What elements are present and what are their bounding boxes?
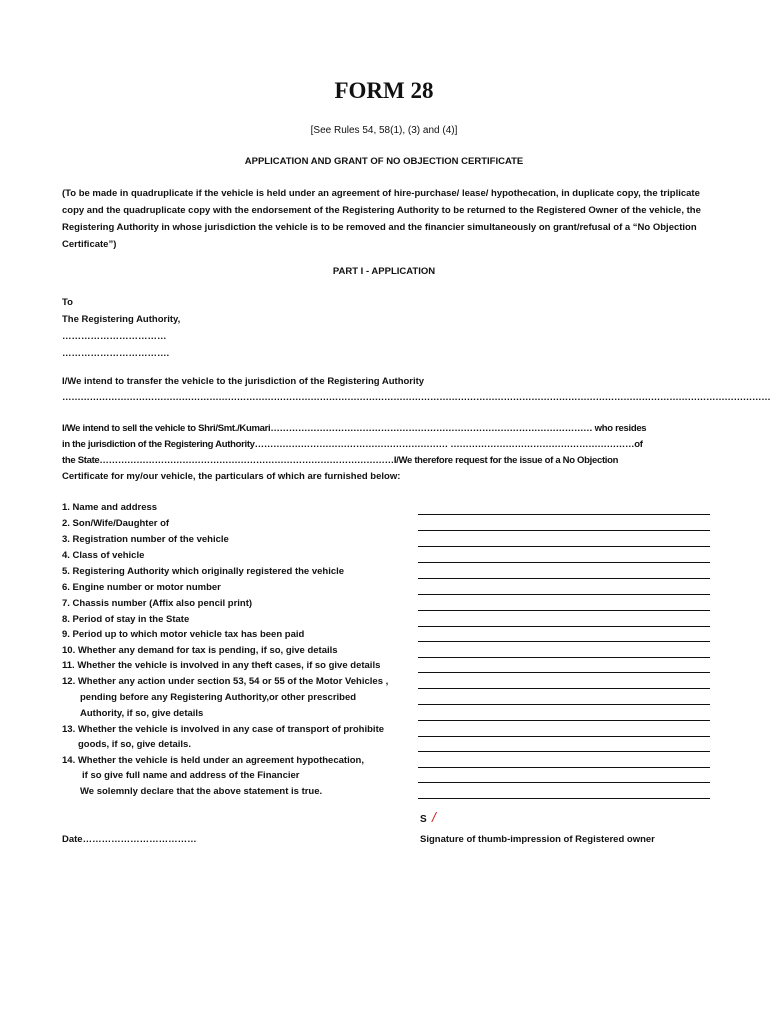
particular-item: if so give full name and address of the Financier (82, 770, 300, 781)
particular-item: 4. Class of vehicle (62, 550, 145, 561)
signature-tick-mark: / (432, 809, 436, 825)
answer-line[interactable] (418, 641, 710, 642)
sell-line-4: Certificate for my/our vehicle, the particulars of which are furnished below: (62, 471, 401, 482)
particular-item: 3. Registration number of the vehicle (62, 534, 229, 545)
signature-letter: S (420, 814, 427, 825)
particular-item: 7. Chassis number (Affix also pencil print) (62, 598, 253, 609)
particular-item: Authority, if so, give details (80, 708, 204, 719)
particular-item: 14. Whether the vehicle is held under an agreement hypothecation, (62, 755, 364, 766)
signature-caption: Signature of thumb-impression of Registered owner (420, 834, 655, 845)
particular-item: We solemnly declare that the above statement is true. (80, 786, 323, 797)
part-heading: PART I - APPLICATION (332, 266, 436, 277)
answer-line[interactable] (418, 751, 710, 752)
transfer-statement: I/We intend to transfer the vehicle to the jurisdiction of the Registering Authority (62, 376, 425, 387)
answer-line[interactable] (418, 626, 710, 627)
particular-item: 11. Whether the vehicle is involved in any theft cases, if so give details (62, 660, 381, 671)
address-authority: The Registering Authority, (62, 314, 181, 325)
answer-line[interactable] (418, 688, 710, 689)
particular-item: 10. Whether any demand for tax is pending, if so, give details (62, 645, 338, 656)
particular-item: 2. Son/Wife/Daughter of (62, 518, 170, 529)
answer-line[interactable] (418, 562, 710, 563)
particular-item: 5. Registering Authority which originally registered the vehicle (62, 566, 345, 577)
answer-line[interactable] (418, 720, 710, 721)
particular-item: 12. Whether any action under section 53, 54 or 55 of the Motor Vehicles , (62, 676, 389, 687)
answer-line[interactable] (418, 530, 710, 531)
answer-line[interactable] (418, 782, 710, 783)
rules-reference: [See Rules 54, 58(1), (3) and (4)] (310, 125, 458, 136)
answer-line[interactable] (418, 594, 710, 595)
address-dots-2: ……………………………. (62, 348, 170, 359)
form-subtitle: APPLICATION AND GRANT OF NO OBJECTION CERTIFICATE (244, 156, 524, 167)
intro-paragraph: (To be made in quadruplicate if the vehicle is held under an agreement of hire-purchase/ lease/ hypothecation, in duplicate copy, the triplicate copy and the quadruplicate copy with the endorsement of the Registering Authority to be returned to the Registered Owner of the vehicle, the Registering Authority in whose jurisdiction the vehicle is to be removed and the financier simultaneously on grant/refusal of a “No Objection Certificate”) (62, 188, 701, 250)
particular-item: 6. Engine number or motor number (62, 582, 221, 593)
address-dots-1: …………………………… (62, 331, 167, 342)
particular-item: goods, if so, give details. (78, 739, 191, 750)
transfer-dots: …………………………………………………………………………………………………………………………………………………………………………………………………………… (62, 392, 770, 403)
answer-line[interactable] (418, 767, 710, 768)
particular-item: 9. Period up to which motor vehicle tax has been paid (62, 629, 305, 640)
particular-item: pending before any Registering Authority,or other prescribed (80, 692, 357, 703)
answer-line[interactable] (418, 546, 710, 547)
particular-item: 1. Name and address (62, 502, 158, 513)
answer-line[interactable] (418, 704, 710, 705)
answer-line[interactable] (418, 514, 710, 515)
answer-line[interactable] (418, 657, 710, 658)
date-field[interactable]: Date……………………………… (62, 834, 197, 845)
particular-item: 8. Period of stay in the State (62, 614, 190, 625)
answer-line[interactable] (418, 610, 710, 611)
answer-line[interactable] (418, 798, 710, 799)
answer-line[interactable] (418, 672, 710, 673)
answer-line[interactable] (418, 578, 710, 579)
form-title: FORM 28 (334, 78, 434, 103)
address-to: To (62, 297, 73, 308)
sell-line-2: in the jurisdiction of the Registering Authority……………………………………………………… ……………………………………………………of (62, 439, 643, 450)
sell-line-3: the State……………………………………………………………………………………I/We therefore request for the issue of a No Objection (62, 455, 619, 466)
answer-line[interactable] (418, 736, 710, 737)
particular-item: 13. Whether the vehicle is involved in any case of transport of prohibite (62, 724, 385, 735)
sell-line-1: I/We intend to sell the vehicle to Shri/Smt./Kumari…………………………………………………………………………………………… who resides (62, 423, 647, 434)
